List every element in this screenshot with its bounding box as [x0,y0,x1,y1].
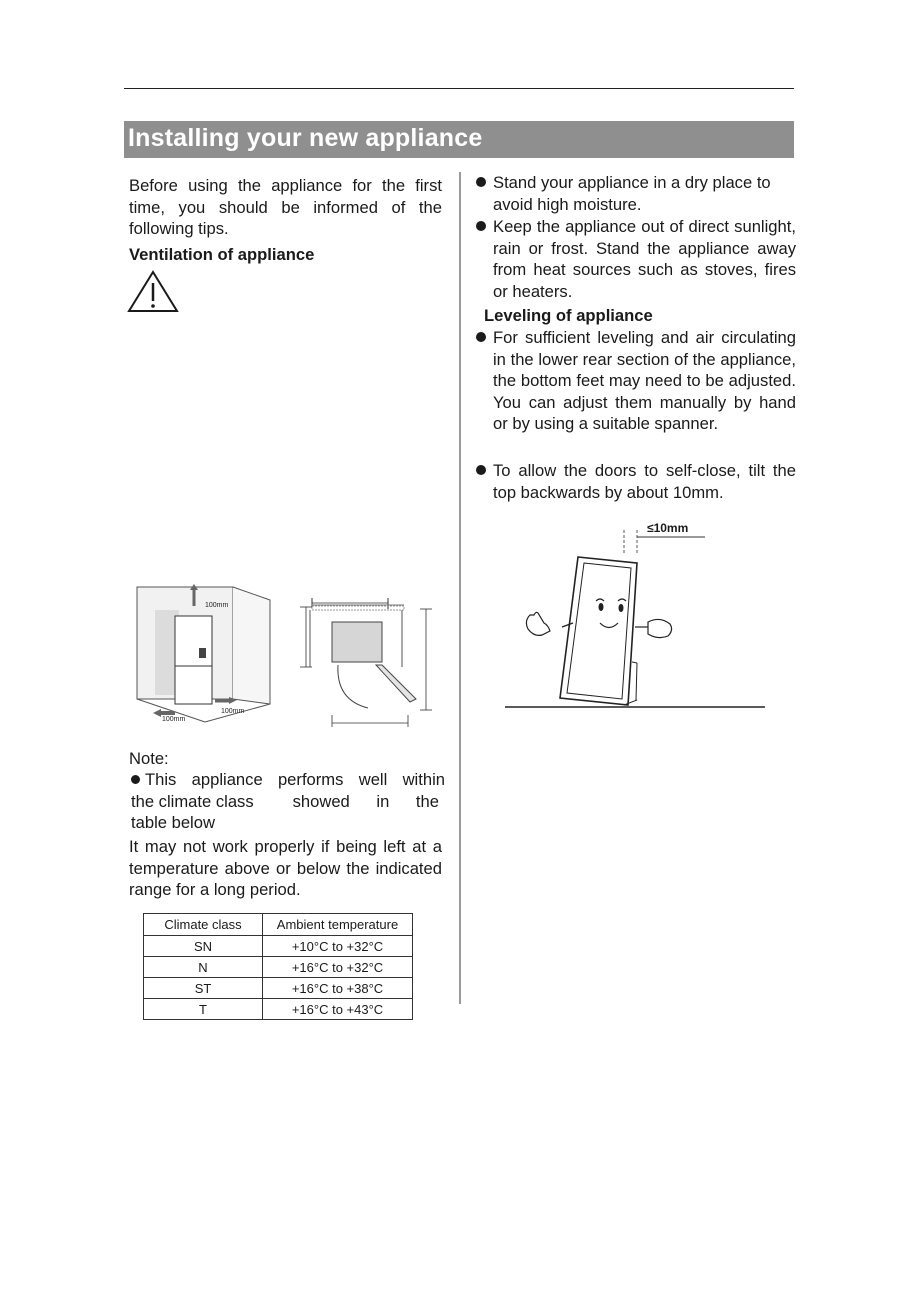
table-cell: N [144,957,263,978]
note-label: Note: [129,749,169,768]
section-title-bar [124,121,794,158]
ventilation-clearance-diagram [135,582,275,724]
left-clearance-label: 100mm [162,716,186,723]
table-row [144,957,413,978]
intro-paragraph: Before using the appliance for the first time, you should be informed of the following tips. [129,176,442,238]
leveling-heading: Leveling of appliance [484,306,653,325]
right-bullet-2 [476,216,796,302]
section-title: Installing your new appliance [128,124,483,152]
note-bullet-line2b: showed in the [292,791,439,811]
table-row [144,978,413,999]
top-clearance-label: 100mm [205,602,229,609]
table-header-row [144,914,413,936]
note-bullet-line3: table below [131,813,215,832]
climate-class-table [143,913,413,1020]
top-rule [124,88,794,89]
right-bullet-1 [476,172,796,215]
table-cell: T [144,999,263,1020]
tilt-illustration [500,515,770,715]
table-cell: +10°C to +32°C [263,936,413,957]
column-divider [459,172,461,1004]
warning-icon [127,270,179,314]
right-bullet-1-text: Stand your appliance in a dry place to avoid high moisture. [493,173,771,214]
table-row [144,999,413,1020]
note-paragraph: It may not work properly if being left at a temperature above or below the indicated range for a long period. [129,837,442,899]
table-cell: SN [144,936,263,957]
tilt-label: ≤10mm [647,521,689,535]
right-bullet-4 [476,460,796,503]
note-bullet [131,769,445,834]
table-header-cell: Climate class [144,914,263,936]
table-cell: +16°C to +43°C [263,999,413,1020]
right-clearance-label: 100mm [221,708,245,715]
note-bullet-line1: This appliance performs well within [145,770,445,789]
right-bullet-3 [476,327,796,435]
right-bullet-3-text: For sufficient leveling and air circulating in the lower rear section of the appliance, the bottom feet may need to be adjusted. You can adjust them manually by hand or by using a suitable spanner. [493,328,796,433]
right-bullet-4-text: To allow the doors to self-close, tilt the top backwards by about 10mm. [493,461,796,502]
table-header-cell: Ambient temperature [263,914,413,936]
door-swing-top-view-diagram [296,595,436,730]
table-cell: +16°C to +38°C [263,978,413,999]
note-bullet-line2a: the climate class [131,791,254,811]
ventilation-heading: Ventilation of appliance [129,245,315,264]
table-cell: ST [144,978,263,999]
table-cell: +16°C to +32°C [263,957,413,978]
right-bullet-2-text: Keep the appliance out of direct sunlight, rain or frost. Stand the appliance away from heat sources such as stoves, fires or heaters. [493,217,796,301]
table-row [144,936,413,957]
